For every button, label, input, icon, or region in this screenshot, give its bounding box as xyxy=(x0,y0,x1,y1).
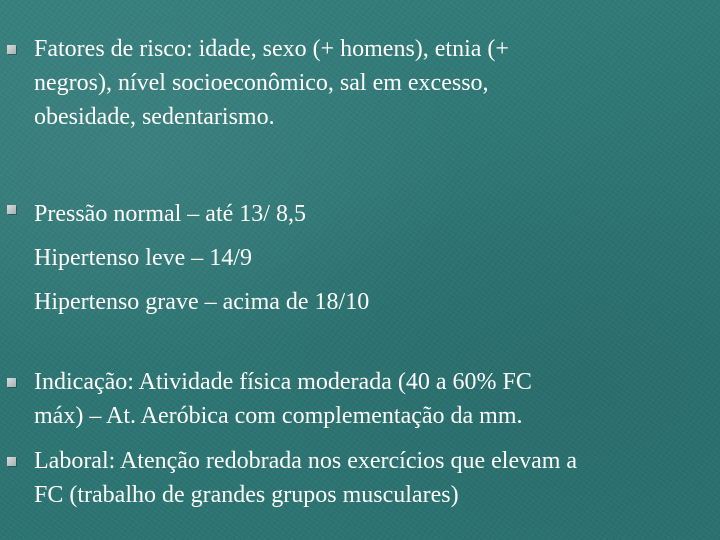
bullet-text xyxy=(34,192,720,324)
bullet-text xyxy=(34,32,720,134)
bullet-line: Laboral: Atenção redobrada nos exercícios que elevam a xyxy=(34,448,578,474)
bullet-line: Hipertenso leve – 14/9 xyxy=(34,245,252,271)
bullet-line: Indicação: Atividade física moderada (40 a 60% FC xyxy=(34,369,532,395)
square-bullet-icon xyxy=(7,45,16,54)
square-bullet-icon xyxy=(7,378,16,387)
bullet-line: FC (trabalho de grandes grupos musculares) xyxy=(34,482,459,508)
square-bullet-icon xyxy=(7,457,16,466)
bullet-text xyxy=(34,365,720,433)
bullet-line: Pressão normal – até 13/ 8,5 xyxy=(34,201,306,227)
bullet-line: obesidade, sedentarismo. xyxy=(34,104,275,130)
bullet-line: Fatores de risco: idade, sexo (+ homens), etnia (+ xyxy=(34,36,509,62)
bullet-text xyxy=(34,444,720,512)
bullet-line: negros), nível socioeconômico, sal em excesso, xyxy=(34,70,489,96)
bullet-line: Hipertenso grave – acima de 18/10 xyxy=(34,289,370,315)
bullet-line: máx) – At. Aeróbica com complementação da mm. xyxy=(34,403,523,429)
square-bullet-icon xyxy=(7,205,16,214)
